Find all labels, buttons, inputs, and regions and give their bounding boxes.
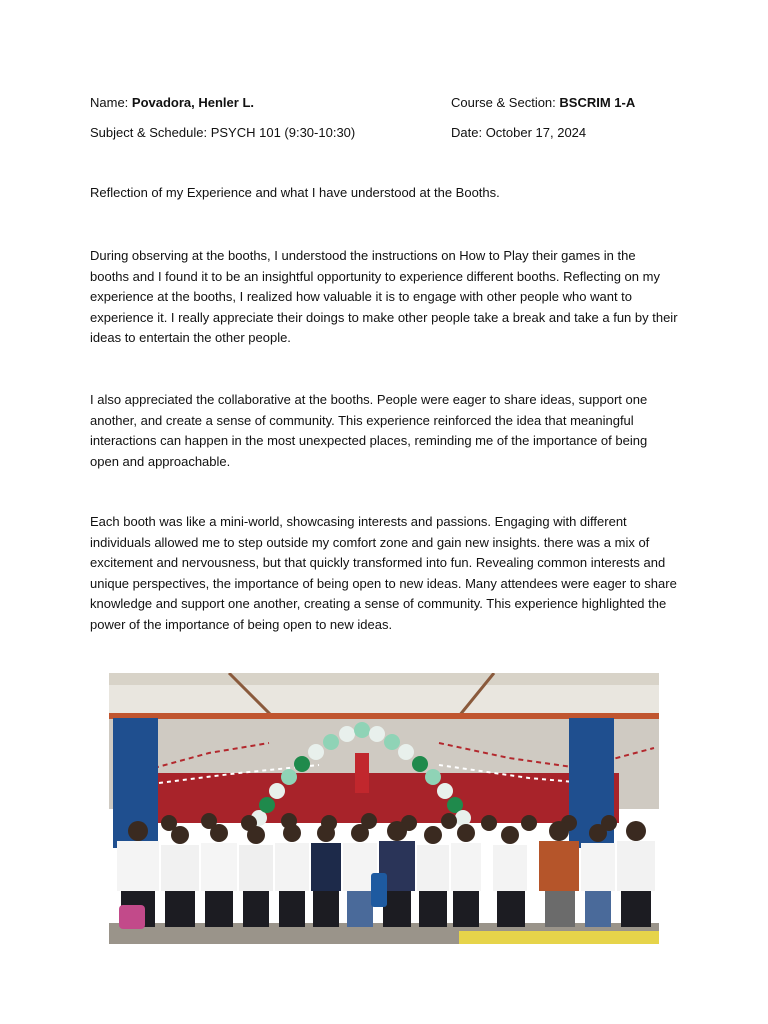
course-section: BSCRIM 1-A <box>559 95 636 110</box>
paragraph-1: During observing at the booths, I understood the instructions on How to Play their games in the booths and I found it to be an insightful opportunity to experience different booths. Reflecting on my experience at the booths, I realized how valuable it is to engage with other people who want to experience it. I really appreciate their doings to make other people take a break and take a fun by their ideas to entertain the other people. <box>90 248 678 345</box>
course-field <box>451 95 635 110</box>
group-photo <box>109 673 659 944</box>
subject-field <box>90 125 355 140</box>
student-name: Povadora, Henler L. <box>131 95 254 110</box>
date-value: October 17, 2024 <box>485 125 587 140</box>
paragraph-2: I also appreciated the collaborative at the booths. People were eager to share ideas, support one another, and create a sense of community. This experience reinforced the idea that meaningful interactions can happen in the most unexpected places, reminding me of the importance of being open and approachable. <box>90 392 648 469</box>
subject-schedule: PSYCH 101 (9:30-10:30) <box>210 125 356 140</box>
date-field <box>451 125 586 140</box>
date-label: Date: <box>451 125 486 140</box>
course-label: Course & Section: <box>451 95 560 110</box>
paragraph-3: Each booth was like a mini-world, showcasing interests and passions. Engaging with different individuals allowed me to step outside my comfort zone and gain new insights. there was a mix of excitement and nervousness, but that quickly transformed into fun. Revealing common interests and unique perspectives, the importance of being open to new ideas. Many attendees were eager to share knowledge and support one another, creating a sense of community. This experience highlighted the power of the importance of being open to new ideas. <box>90 514 677 632</box>
reflection-title: Reflection of my Experience and what I have understood at the Booths. <box>90 185 500 200</box>
name-field <box>90 95 254 110</box>
group-photo-illustration <box>109 673 659 944</box>
subject-label: Subject & Schedule: <box>90 125 211 140</box>
name-label: Name: <box>90 95 132 110</box>
